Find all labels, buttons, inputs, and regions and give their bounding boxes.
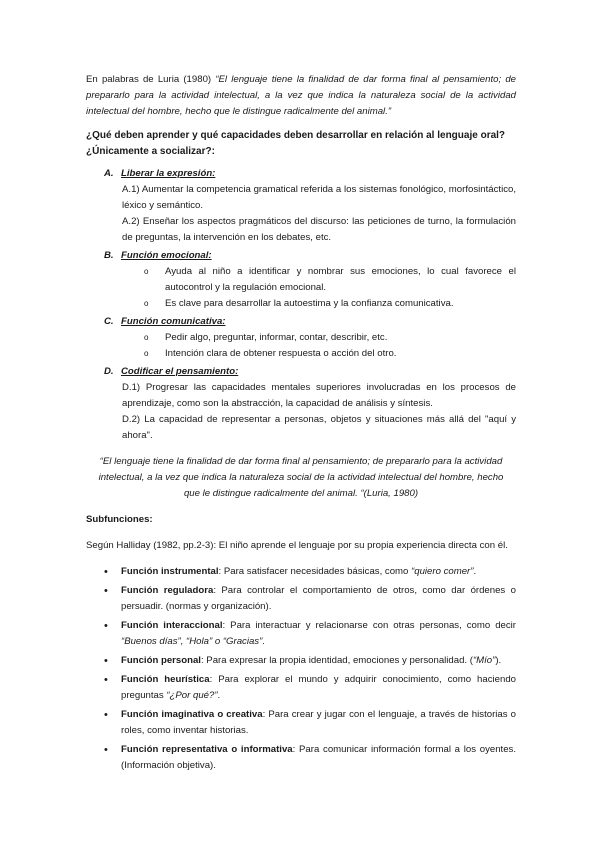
halliday-paragraph: Según Halliday (1982, pp.2-3): El niño aprende el lenguaje por su propia experiencia directa con él. [86,540,508,551]
function-example: “Mío” [472,655,496,666]
section-b [86,248,516,312]
list-item-text: Es clave para desarrollar la autoestima y la confianza comunicativa. [165,298,454,309]
function-item [104,618,516,650]
function-name: Función personal [121,655,201,666]
section-letter: D. [104,366,114,377]
function-text: : Para crear y jugar con el lenguaje, a través de historias o roles, como inventar historias. [121,709,516,736]
function-text: : Para expresar la propia identidad, emociones y personalidad. ( [200,655,473,666]
luria-quote: “El lenguaje tiene la finalidad de dar forma final al pensamiento; de prepararlo para la actividad intelectual, a la vez que indica la naturaleza social de la actividad intelectual del hombre, hecho que le distingue radicalmente del animal. “(Luria, 1980) [98,456,504,499]
function-tail: ). [495,655,502,666]
functions-list [104,564,516,774]
list-item [144,264,516,296]
section-item: D.1) Progresar las capacidades mentales superiores involucradas en los procesos de aprendizaje, como son la abstracción, la capacidad de análisis y síntesis. [122,382,516,409]
section-heading [104,314,516,330]
intro-quote: “El lenguaje tiene la finalidad de dar forma final al pensamiento; de prepararlo para la actividad intelectual, a la vez que indica la naturaleza social de la actividad intelectual del hombre, hecho que le distingue radicalmente del animal.” [86,74,516,117]
section-d [86,364,516,444]
bullet-marker: o [144,299,149,308]
list-item [144,330,516,346]
function-text: : Para explorar el mundo y adquirir conocimiento, como haciendo preguntas [121,674,516,701]
list-item [144,296,516,312]
function-item [104,564,516,580]
function-name: Función heurística [121,674,210,685]
question-heading: ¿Qué deben aprender y qué capacidades deben desarrollar en relación al lenguaje oral? ¿Únicamente a socializar?: [86,130,506,157]
function-tail: . [473,566,477,577]
section-title: Codificar el pensamiento: [121,366,239,377]
intro-paragraph [86,72,516,120]
function-name: Función imaginativa o creativa [121,709,263,720]
section-title: Función emocional: [121,250,212,261]
function-example: “quiero comer” [411,566,474,577]
bullet-marker: • [104,744,108,756]
section-heading [104,364,516,380]
bullet-marker: • [104,566,108,578]
bullet-list [144,330,516,362]
function-name: Función instrumental [121,566,219,577]
subfunctions-title: Subfunciones: [86,514,153,525]
function-tail: . [262,636,265,647]
function-name: Función interaccional [121,620,223,631]
bullet-marker: o [144,349,149,358]
function-item [104,583,516,615]
list-item-text: Pedir algo, preguntar, informar, contar, describir, etc. [165,332,388,343]
function-example: “Buenos días”, “Hola” o “Gracias” [121,636,263,647]
list-item-text: Intención clara de obtener respuesta o acción del otro. [165,348,397,359]
bullet-list [144,264,516,312]
function-item [104,707,516,739]
function-name: Función representativa o informativa [121,744,293,755]
function-text: : Para interactuar y relacionarse con otras personas, como decir [222,620,516,631]
section-item: A.2) Enseñar los aspectos pragmáticos del discurso: las peticiones de turno, la formulación de preguntas, la intervención en los debates, etc. [122,216,516,243]
section-title: Liberar la expresión: [121,168,216,179]
function-example: “¿Por qué?” [166,690,218,701]
bullet-marker: • [104,655,108,667]
section-letter: B. [104,250,114,261]
function-text: : Para satisfacer necesidades básicas, como [218,566,412,577]
function-tail: . [217,690,221,701]
bullet-marker: • [104,674,108,686]
bullet-marker: o [144,333,149,342]
function-text: : Para comunicar información formal a los oyentes. (Información objetiva). [121,744,516,771]
bullet-marker: • [104,709,108,721]
function-item [104,672,516,704]
section-heading [104,166,516,182]
section-item: D.2) La capacidad de representar a personas, objetos y situaciones más allá del "aquí y ahora". [122,414,516,441]
function-item [104,742,516,774]
bullet-marker: o [144,267,149,276]
section-letter: C. [104,316,114,327]
section-c [86,314,516,362]
function-text: : Para controlar el comportamiento de otros, como dar órdenes o persuadir. (normas y organización). [121,585,516,612]
document-page [86,72,516,777]
section-letter: A. [104,168,114,179]
list-item [144,346,516,362]
section-title: Función comunicativa: [121,316,226,327]
function-name: Función reguladora [121,585,214,596]
section-item: A.1) Aumentar la competencia gramatical referida a los sistemas fonológico, morfosintáctico, léxico y semántico. [122,184,516,211]
function-item [104,653,516,669]
list-item-text: Ayuda al niño a identificar y nombrar sus emociones, lo cual favorece el autocontrol y la regulación emocional. [165,266,516,293]
bullet-marker: • [104,585,108,597]
bullet-marker: • [104,620,108,632]
intro-prefix: En palabras de Luria (1980) [86,74,216,85]
section-a [86,166,516,246]
section-heading [104,248,516,264]
